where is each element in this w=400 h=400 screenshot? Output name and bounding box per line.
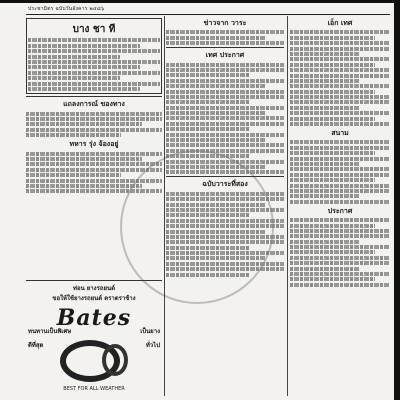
text-line — [166, 30, 284, 34]
text-line — [26, 184, 142, 188]
text-line — [28, 65, 140, 69]
text-line — [166, 106, 284, 110]
text-line — [28, 38, 160, 42]
text-line — [290, 52, 360, 56]
text-line — [290, 229, 390, 233]
text-line — [166, 197, 284, 201]
text-line — [166, 224, 284, 228]
text-line — [290, 122, 390, 126]
text-line — [290, 90, 375, 94]
right-edge — [394, 0, 400, 400]
text-line — [290, 57, 390, 61]
section-title: แถลงการณ์ ของทาง — [63, 100, 125, 109]
text-line — [290, 200, 390, 204]
ad-right-text-2: ทั่วไป — [145, 342, 160, 349]
column-title: ฉบับวาระที่สอง — [202, 180, 248, 189]
text-line — [290, 95, 390, 99]
text-line — [166, 138, 266, 142]
section-rule — [26, 96, 162, 97]
text-line — [290, 256, 390, 260]
text-line — [290, 240, 360, 244]
text-line — [28, 87, 140, 91]
section-rule — [166, 176, 284, 177]
text-line — [166, 100, 249, 104]
text-line — [290, 218, 390, 222]
column-2 — [166, 16, 284, 396]
section-rule — [166, 47, 284, 48]
text-line — [26, 128, 162, 132]
column-title: ข่าวจาก วาระ — [203, 19, 247, 27]
text-line — [290, 36, 375, 40]
tire-illustration-2 — [102, 344, 128, 376]
headline-box — [26, 18, 162, 94]
text-line — [166, 111, 266, 115]
text-line — [166, 219, 284, 223]
text-line — [290, 234, 390, 238]
tire-advertisement — [26, 278, 162, 396]
ad-headline: ท่อน ยางรถยนต์ — [73, 285, 115, 292]
text-line — [290, 47, 390, 51]
text-line — [166, 160, 284, 164]
section-title: ทหาร รุ่ง จ้องอยู่ — [69, 140, 119, 149]
text-line — [26, 112, 162, 116]
text-line — [166, 230, 266, 234]
text-line — [166, 41, 284, 45]
text-line — [26, 133, 121, 137]
text-line — [290, 277, 375, 281]
text-line — [290, 272, 390, 276]
column-3 — [290, 16, 390, 396]
masthead: ประชามิตร ฉบับวันอังคาร ๒๔๘๖ — [28, 6, 105, 12]
text-line — [166, 143, 284, 147]
text-line — [290, 100, 390, 104]
text-line — [166, 116, 284, 120]
text-line — [290, 63, 375, 67]
text-line — [166, 246, 249, 250]
text-line — [26, 122, 142, 126]
text-line — [166, 149, 284, 153]
text-line — [290, 79, 360, 83]
text-line — [290, 283, 390, 287]
column-title: สนาม — [331, 129, 349, 138]
text-line — [166, 235, 284, 239]
text-line — [166, 122, 284, 126]
text-line — [166, 213, 249, 217]
ad-right-text: เป็นยาง — [140, 328, 160, 335]
brand-logo: Bates — [56, 305, 132, 331]
text-line — [26, 168, 162, 172]
text-line — [166, 84, 266, 88]
text-line — [26, 117, 162, 121]
text-line — [290, 157, 390, 161]
text-line — [290, 41, 390, 45]
text-line — [290, 178, 375, 182]
top-edge — [0, 0, 400, 3]
text-line — [166, 262, 284, 266]
text-line — [290, 245, 390, 249]
ad-subheadline: ขอให้ใช้ยางรถยนต์ ตราตราช้าง — [52, 295, 136, 302]
text-line — [290, 68, 390, 72]
text-line — [290, 30, 390, 34]
text-line — [166, 203, 266, 207]
text-line — [28, 76, 120, 80]
text-line — [290, 162, 360, 166]
column-title: เทศ ประกาศ — [205, 51, 245, 60]
text-line — [290, 117, 375, 121]
text-line — [166, 127, 249, 131]
text-line — [166, 79, 284, 83]
text-line — [28, 49, 160, 53]
text-line — [166, 256, 266, 260]
text-line — [166, 133, 284, 137]
text-line — [166, 36, 266, 40]
ad-rule — [26, 280, 162, 281]
text-line — [290, 74, 390, 78]
ad-left-text: ทนทานเป็นพิเศษ — [28, 328, 72, 335]
text-line — [290, 224, 375, 228]
ad-tagline: BEST FOR ALL WEATHER — [63, 386, 125, 392]
text-line — [290, 111, 390, 115]
text-line — [26, 179, 162, 183]
text-line — [290, 250, 375, 254]
text-line — [290, 189, 390, 193]
text-line — [166, 170, 284, 174]
text-line — [166, 90, 284, 94]
column-divider — [287, 16, 288, 396]
text-line — [166, 251, 284, 255]
text-line — [26, 173, 121, 177]
text-line — [290, 106, 360, 110]
text-line — [26, 162, 162, 166]
text-line — [166, 267, 284, 271]
text-line — [166, 192, 284, 196]
text-line — [166, 95, 284, 99]
text-line — [26, 152, 162, 156]
text-line — [166, 273, 249, 277]
text-line — [166, 68, 284, 72]
text-line — [290, 146, 390, 150]
text-line — [28, 55, 120, 59]
text-line — [290, 167, 390, 171]
text-line — [28, 60, 160, 64]
text-line — [28, 71, 160, 75]
text-line — [290, 151, 375, 155]
text-line — [26, 189, 162, 193]
headline: บาง ชา ที — [72, 24, 116, 35]
masthead-rule — [26, 14, 390, 15]
text-line — [166, 208, 284, 212]
text-line — [290, 184, 390, 188]
text-line — [166, 165, 266, 169]
column-title: เอ็ก เทศ — [327, 19, 353, 27]
column-divider — [164, 16, 165, 396]
text-line — [166, 154, 249, 158]
text-line — [26, 157, 142, 161]
text-line — [290, 140, 390, 144]
text-line — [290, 267, 360, 271]
text-line — [166, 240, 284, 244]
text-line — [28, 44, 140, 48]
text-line — [290, 173, 390, 177]
text-line — [166, 73, 249, 77]
ad-left-text-2: ดีที่สุด — [28, 342, 44, 349]
text-line — [290, 84, 390, 88]
text-line — [290, 194, 360, 198]
text-line — [290, 261, 390, 265]
text-line — [166, 63, 284, 67]
column-title: ประกาศ — [327, 206, 353, 215]
text-line — [28, 82, 160, 86]
